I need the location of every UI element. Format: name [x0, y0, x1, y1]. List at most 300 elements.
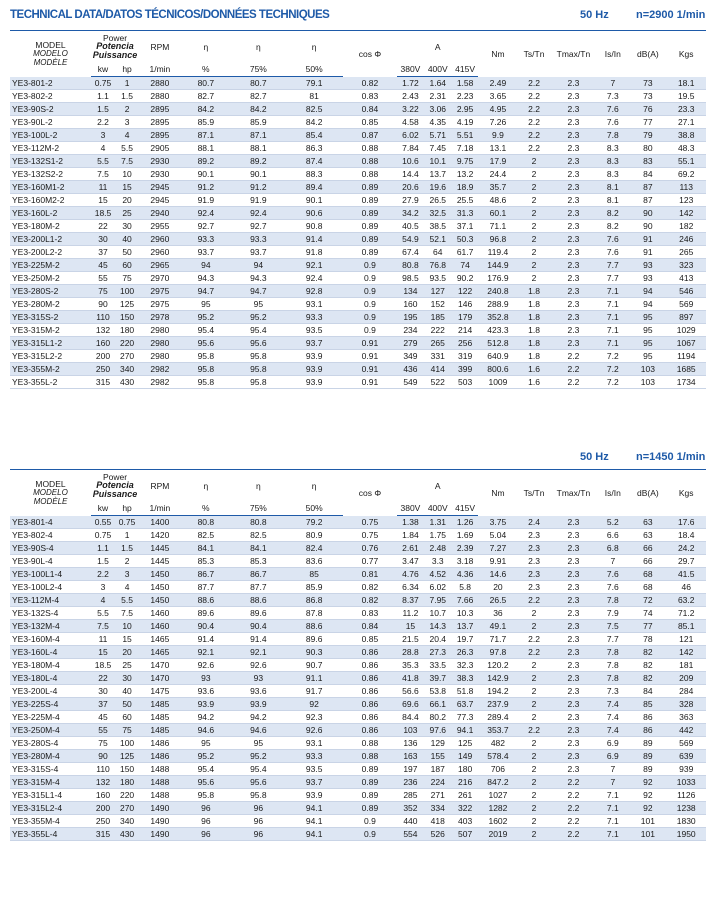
table-cell: 91 — [629, 246, 666, 259]
table-cell: 101 — [629, 828, 666, 841]
cos-phi-header: cos Φ — [343, 31, 398, 77]
table-cell: 5.8 — [452, 581, 478, 594]
table-cell: 522 — [424, 376, 452, 389]
table-cell: 52.1 — [424, 233, 452, 246]
table-cell: 2.3 — [550, 516, 596, 529]
table-cell: 50.3 — [452, 233, 478, 246]
table-cell: 2.2 — [91, 568, 115, 581]
table-cell: 2895 — [139, 103, 181, 116]
table-cell: 2.3 — [550, 555, 596, 568]
table-cell: 1.84 — [397, 529, 423, 542]
table-cell: 0.88 — [343, 750, 398, 763]
table-row — [10, 285, 706, 298]
table-cell: 94 — [231, 259, 286, 272]
table-cell: 2.2 — [518, 724, 551, 737]
table-cell: 352 — [397, 802, 423, 815]
table-cell: 86 — [629, 711, 666, 724]
table-row — [10, 272, 706, 285]
model-cell: YE3-280S-2 — [10, 285, 91, 298]
table-cell: 60 — [115, 711, 139, 724]
table-cell: 63.7 — [452, 698, 478, 711]
model-cell: YE3-250M-4 — [10, 724, 91, 737]
model-cell: YE3-200L2-2 — [10, 246, 91, 259]
table-cell: 92.7 — [231, 220, 286, 233]
table-cell: 26.3 — [452, 646, 478, 659]
weight-header: Kgs — [666, 470, 706, 516]
table-cell: 142.9 — [478, 672, 517, 685]
table-cell: 187 — [424, 763, 452, 776]
table-cell: 2.2 — [550, 363, 596, 376]
table-cell: 2.2 — [518, 129, 551, 142]
table-cell: 1.8 — [518, 337, 551, 350]
table-cell: 7.5 — [115, 155, 139, 168]
table-cell: 0.84 — [343, 620, 398, 633]
table-cell: 2980 — [139, 324, 181, 337]
table-cell: 80.8 — [181, 516, 231, 529]
table-cell: 0.86 — [343, 672, 398, 685]
table-cell: 24.2 — [666, 542, 706, 555]
table-cell: 77 — [629, 116, 666, 129]
table-cell: 1.8 — [518, 324, 551, 337]
model-cell: YE3-132S1-2 — [10, 155, 91, 168]
table-cell: 71.7 — [478, 633, 517, 646]
table-cell: 1.5 — [91, 103, 115, 116]
table-cell: 29.7 — [666, 555, 706, 568]
model-cell: YE3-355L-2 — [10, 376, 91, 389]
table-cell: 122 — [452, 285, 478, 298]
table-cell: 91.4 — [286, 233, 343, 246]
table-cell: 847.2 — [478, 776, 517, 789]
table-cell: 7.7 — [596, 272, 629, 285]
table-cell: 90 — [629, 207, 666, 220]
table-cell: 7.1 — [596, 802, 629, 815]
table-cell: 4.76 — [397, 568, 423, 581]
table-cell: 2.3 — [518, 568, 551, 581]
table-cell: 82.5 — [181, 529, 231, 542]
model-cell: YE3-315L1-2 — [10, 337, 91, 350]
table-row — [10, 363, 706, 376]
model-cell: YE3-90S-2 — [10, 103, 91, 116]
table-cell: 129 — [424, 737, 452, 750]
table-cell: 1400 — [139, 516, 181, 529]
table-cell: 10 — [115, 620, 139, 633]
table-cell: 95 — [231, 737, 286, 750]
model-cell: YE3-315L1-4 — [10, 789, 91, 802]
table-cell: 95.4 — [231, 324, 286, 337]
table-cell: 95 — [629, 311, 666, 324]
table-cell: 1465 — [139, 646, 181, 659]
model-cell: YE3-250M-2 — [10, 272, 91, 285]
table-cell: 61.7 — [452, 246, 478, 259]
eta-50-subheader: 50% — [286, 63, 343, 77]
table-cell: 2 — [518, 259, 551, 272]
table-cell: 119.4 — [478, 246, 517, 259]
table-cell: 2.3 — [518, 529, 551, 542]
table-cell: 2905 — [139, 142, 181, 155]
table-cell: 0.85 — [343, 116, 398, 129]
table-cell: 0.9 — [343, 298, 398, 311]
table-cell: 95 — [629, 350, 666, 363]
table-cell: 94 — [629, 285, 666, 298]
table-cell: 93.5 — [286, 763, 343, 776]
table-cell: 2.3 — [550, 672, 596, 685]
table-cell: 2980 — [139, 350, 181, 363]
table-cell: 26.5 — [478, 594, 517, 607]
table-cell: 430 — [115, 376, 139, 389]
table-cell: 82 — [629, 672, 666, 685]
table-cell: 5.5 — [115, 142, 139, 155]
torque-header: Nm — [478, 31, 517, 77]
table-cell: 50 — [115, 246, 139, 259]
table-cell: 7.2 — [596, 350, 629, 363]
table-cell: 185 — [424, 311, 452, 324]
table-cell: 40.5 — [397, 220, 423, 233]
model-cell: YE3-280M-4 — [10, 750, 91, 763]
table-cell: 13.7 — [452, 620, 478, 633]
table-cell: 103 — [397, 724, 423, 737]
model-cell: YE3-801-4 — [10, 516, 91, 529]
table-cell: 80.9 — [286, 529, 343, 542]
table-cell: 94.7 — [231, 285, 286, 298]
table-cell: 0.91 — [343, 376, 398, 389]
table-cell: 2.3 — [550, 103, 596, 116]
table-cell: 84.4 — [397, 711, 423, 724]
table-cell: 21.5 — [397, 633, 423, 646]
table-cell: 93.9 — [286, 376, 343, 389]
table-cell: 90.1 — [231, 168, 286, 181]
table-cell: 0.87 — [343, 129, 398, 142]
table-cell: 639 — [666, 750, 706, 763]
table-cell: 89.6 — [286, 633, 343, 646]
table-cell: 549 — [397, 376, 423, 389]
table-cell: 84.2 — [231, 103, 286, 116]
table-cell: 51.8 — [452, 685, 478, 698]
table-cell: 222 — [424, 324, 452, 337]
table-cell: 95 — [181, 298, 231, 311]
table-row — [10, 815, 706, 828]
table-cell: 2.31 — [424, 90, 452, 103]
table-cell: 144.9 — [478, 259, 517, 272]
table-cell: 96 — [181, 802, 231, 815]
table-cell: 73 — [629, 77, 666, 90]
table-cell: 1486 — [139, 737, 181, 750]
table-cell: 3 — [91, 129, 115, 142]
table-cell: 7.2 — [596, 376, 629, 389]
rpm-header: RPM — [139, 31, 181, 63]
table-cell: 418 — [424, 815, 452, 828]
model-cell: YE3-112M-4 — [10, 594, 91, 607]
table-cell: 4.19 — [452, 116, 478, 129]
table-cell: 80.7 — [181, 77, 231, 90]
table-cell: 76 — [629, 103, 666, 116]
table-cell: 0.89 — [343, 233, 398, 246]
table-cell: 33.5 — [424, 659, 452, 672]
current-header: A — [397, 31, 478, 63]
table-cell: 86.3 — [286, 142, 343, 155]
table-cell: 75 — [115, 724, 139, 737]
table-cell: 2.2 — [518, 90, 551, 103]
table-cell: 48.6 — [478, 194, 517, 207]
table-row — [10, 376, 706, 389]
table-cell: 95.8 — [231, 789, 286, 802]
table-cell: 2 — [518, 246, 551, 259]
table-row — [10, 685, 706, 698]
table-cell: 91.9 — [231, 194, 286, 207]
table-cell: 0.89 — [343, 763, 398, 776]
table-cell: 73 — [629, 90, 666, 103]
table-cell: 2.3 — [550, 659, 596, 672]
table-row — [10, 763, 706, 776]
table-cell: 0.89 — [343, 789, 398, 802]
model-cell: YE3-280M-2 — [10, 298, 91, 311]
table-cell: 93.3 — [231, 233, 286, 246]
table-cell: 8.3 — [596, 155, 629, 168]
table-cell: 216 — [452, 776, 478, 789]
power-header: Power Potencia Puissance — [91, 31, 139, 63]
hp-subheader: hp — [115, 63, 139, 77]
title-bar — [10, 9, 706, 27]
table-cell: 2 — [518, 789, 551, 802]
table-cell: 1.31 — [424, 516, 452, 529]
table-cell: 0.75 — [343, 516, 398, 529]
table-cell: 236 — [397, 776, 423, 789]
table-cell: 95.8 — [181, 350, 231, 363]
table-cell: 2.43 — [397, 90, 423, 103]
table-cell: 37.1 — [452, 220, 478, 233]
table-cell: 2.2 — [550, 828, 596, 841]
table-cell: 1029 — [666, 324, 706, 337]
table-cell: 2 — [518, 776, 551, 789]
table-cell: 2.2 — [550, 802, 596, 815]
table-cell: 13.2 — [452, 168, 478, 181]
table-cell: 30 — [115, 672, 139, 685]
table-cell: 6.02 — [424, 581, 452, 594]
table-cell: 1.58 — [452, 77, 478, 90]
table-cell: 30 — [91, 233, 115, 246]
table-cell: 80 — [629, 142, 666, 155]
table-cell: 121 — [666, 633, 706, 646]
table-cell: 92 — [629, 789, 666, 802]
table-row — [10, 802, 706, 815]
table-cell: 93.5 — [286, 324, 343, 337]
table-cell: 95 — [181, 737, 231, 750]
table-cell: 569 — [666, 737, 706, 750]
table-cell: 706 — [478, 763, 517, 776]
table-cell: 3.06 — [424, 103, 452, 116]
table-cell: 1460 — [139, 620, 181, 633]
table-cell: 209 — [666, 672, 706, 685]
table-cell: 2.2 — [518, 103, 551, 116]
table-cell: 20.6 — [397, 181, 423, 194]
table-cell: 0.83 — [343, 607, 398, 620]
table-row — [10, 181, 706, 194]
table-cell: 85 — [286, 568, 343, 581]
table-cell: 270 — [115, 802, 139, 815]
table-cell: 96 — [181, 815, 231, 828]
model-cell: YE3-315M-4 — [10, 776, 91, 789]
table-cell: 88.6 — [231, 594, 286, 607]
table-cell: 84.1 — [181, 542, 231, 555]
table-cell: 0.86 — [343, 685, 398, 698]
table-cell: 93.1 — [286, 298, 343, 311]
table-cell: 27.3 — [424, 646, 452, 659]
model-cell: YE3-315L2-4 — [10, 802, 91, 815]
model-cell: YE3-160M-4 — [10, 633, 91, 646]
table-cell: 182 — [666, 220, 706, 233]
table-cell: 0.89 — [343, 194, 398, 207]
table-cell: 180 — [115, 776, 139, 789]
table-cell: 68 — [629, 581, 666, 594]
table-cell: 91.7 — [286, 685, 343, 698]
table-row — [10, 155, 706, 168]
table-cell: 103 — [629, 363, 666, 376]
table-cell: 14.4 — [397, 168, 423, 181]
table-cell: 200 — [91, 802, 115, 815]
table-cell: 2965 — [139, 259, 181, 272]
table-cell: 2.3 — [550, 529, 596, 542]
table-row — [10, 555, 706, 568]
eta-pct-subheader: % — [181, 63, 231, 77]
table-cell: 85.9 — [286, 581, 343, 594]
table-cell: 181 — [666, 659, 706, 672]
table-cell: 3.22 — [397, 103, 423, 116]
table-cell: 2.3 — [550, 233, 596, 246]
table-cell: 93.7 — [231, 246, 286, 259]
table-cell: 2960 — [139, 246, 181, 259]
table-cell: 2.2 — [518, 646, 551, 659]
table-cell: 95.2 — [181, 750, 231, 763]
table-cell: 89.6 — [181, 607, 231, 620]
table-row — [10, 828, 706, 841]
table-cell: 87.4 — [286, 155, 343, 168]
model-cell: YE3-355M-4 — [10, 815, 91, 828]
table-cell: 3.3 — [424, 555, 452, 568]
table-cell: 95 — [629, 337, 666, 350]
table-cell: 7.1 — [596, 324, 629, 337]
table-cell: 90.1 — [286, 194, 343, 207]
table-cell: 88.6 — [286, 620, 343, 633]
table-cell: 285 — [397, 789, 423, 802]
table-cell: 0.86 — [343, 724, 398, 737]
table-cell: 82.7 — [231, 90, 286, 103]
table-cell: 8.3 — [596, 142, 629, 155]
table-cell: 1.6 — [518, 376, 551, 389]
table-cell: 3 — [115, 568, 139, 581]
table-cell: 1126 — [666, 789, 706, 802]
table-cell: 87.1 — [231, 129, 286, 142]
tmax-tn-header: Tmax/Tn — [550, 470, 596, 516]
table-cell: 289.4 — [478, 711, 517, 724]
table-cell: 4.35 — [424, 116, 452, 129]
table-cell: 0.75 — [91, 529, 115, 542]
table-cell: 179 — [452, 311, 478, 324]
table-cell: 2019 — [478, 828, 517, 841]
table-cell: 35.7 — [478, 181, 517, 194]
section-1-frequency: 50 Hz — [580, 9, 609, 21]
table-cell: 2 — [518, 828, 551, 841]
table-cell: 2 — [518, 685, 551, 698]
table-cell: 10.1 — [424, 155, 452, 168]
table-cell: 89.4 — [286, 181, 343, 194]
table-cell: 80.8 — [397, 259, 423, 272]
table-cell: 322 — [452, 802, 478, 815]
section-2-frequency: 50 Hz — [580, 451, 609, 463]
table-cell: 75 — [91, 737, 115, 750]
table-cell: 95.2 — [231, 750, 286, 763]
model-cell: YE3-132S-4 — [10, 607, 91, 620]
table-cell: 49.1 — [478, 620, 517, 633]
table-cell: 2 — [518, 620, 551, 633]
table-cell: 92.7 — [181, 220, 231, 233]
table-cell: 94 — [181, 259, 231, 272]
table-cell: 90.2 — [452, 272, 478, 285]
table-cell: 2.2 — [550, 789, 596, 802]
table-cell: 1685 — [666, 363, 706, 376]
table-cell: 2.3 — [550, 90, 596, 103]
table-cell: 37 — [91, 246, 115, 259]
table-cell: 1465 — [139, 633, 181, 646]
model-cell: YE3-100L-2 — [10, 129, 91, 142]
table-cell: 160 — [397, 298, 423, 311]
table-cell: 7.1 — [596, 815, 629, 828]
table-cell: 1282 — [478, 802, 517, 815]
table-cell: 1.5 — [115, 90, 139, 103]
table-cell: 48.3 — [666, 142, 706, 155]
table-cell: 363 — [666, 711, 706, 724]
model-cell: YE3-315S-2 — [10, 311, 91, 324]
table-cell: 0.9 — [343, 815, 398, 828]
table-cell: 7.5 — [91, 620, 115, 633]
table-cell: 142 — [666, 207, 706, 220]
table-cell: 15 — [397, 620, 423, 633]
table-cell: 1.6 — [518, 363, 551, 376]
table-cell: 84.1 — [231, 542, 286, 555]
table-cell: 1.1 — [91, 542, 115, 555]
table-row — [10, 607, 706, 620]
table-cell: 95 — [629, 324, 666, 337]
table-cell: 413 — [666, 272, 706, 285]
table-cell: 38.8 — [666, 129, 706, 142]
table-cell: 7.8 — [596, 659, 629, 672]
table-cell: 8.1 — [596, 194, 629, 207]
kw-subheader: kw — [91, 63, 115, 77]
table-row — [10, 659, 706, 672]
table-cell: 2 — [518, 233, 551, 246]
table-cell: 1.75 — [424, 529, 452, 542]
table-cell: 2.3 — [550, 763, 596, 776]
table-cell: 2.3 — [518, 555, 551, 568]
table-cell: 2.4 — [518, 516, 551, 529]
table-cell: 18.4 — [666, 529, 706, 542]
table-cell: 30 — [91, 685, 115, 698]
table-cell: 28.8 — [397, 646, 423, 659]
table-cell: 53.8 — [424, 685, 452, 698]
v380-subheader: 380V — [397, 502, 423, 516]
table-cell: 96 — [181, 828, 231, 841]
table-cell: 194.2 — [478, 685, 517, 698]
eta-75-header: η — [231, 31, 286, 63]
table-cell: 160 — [91, 337, 115, 350]
is-in-header: Is/In — [596, 31, 629, 77]
model-cell: YE3-225M-2 — [10, 259, 91, 272]
table-cell: 0.91 — [343, 363, 398, 376]
model-cell: YE3-200L-4 — [10, 685, 91, 698]
table-cell: 134 — [397, 285, 423, 298]
table-cell: 2.3 — [550, 324, 596, 337]
table-cell: 95.8 — [181, 376, 231, 389]
table-cell: 250 — [91, 815, 115, 828]
table-cell: 80.7 — [231, 77, 286, 90]
